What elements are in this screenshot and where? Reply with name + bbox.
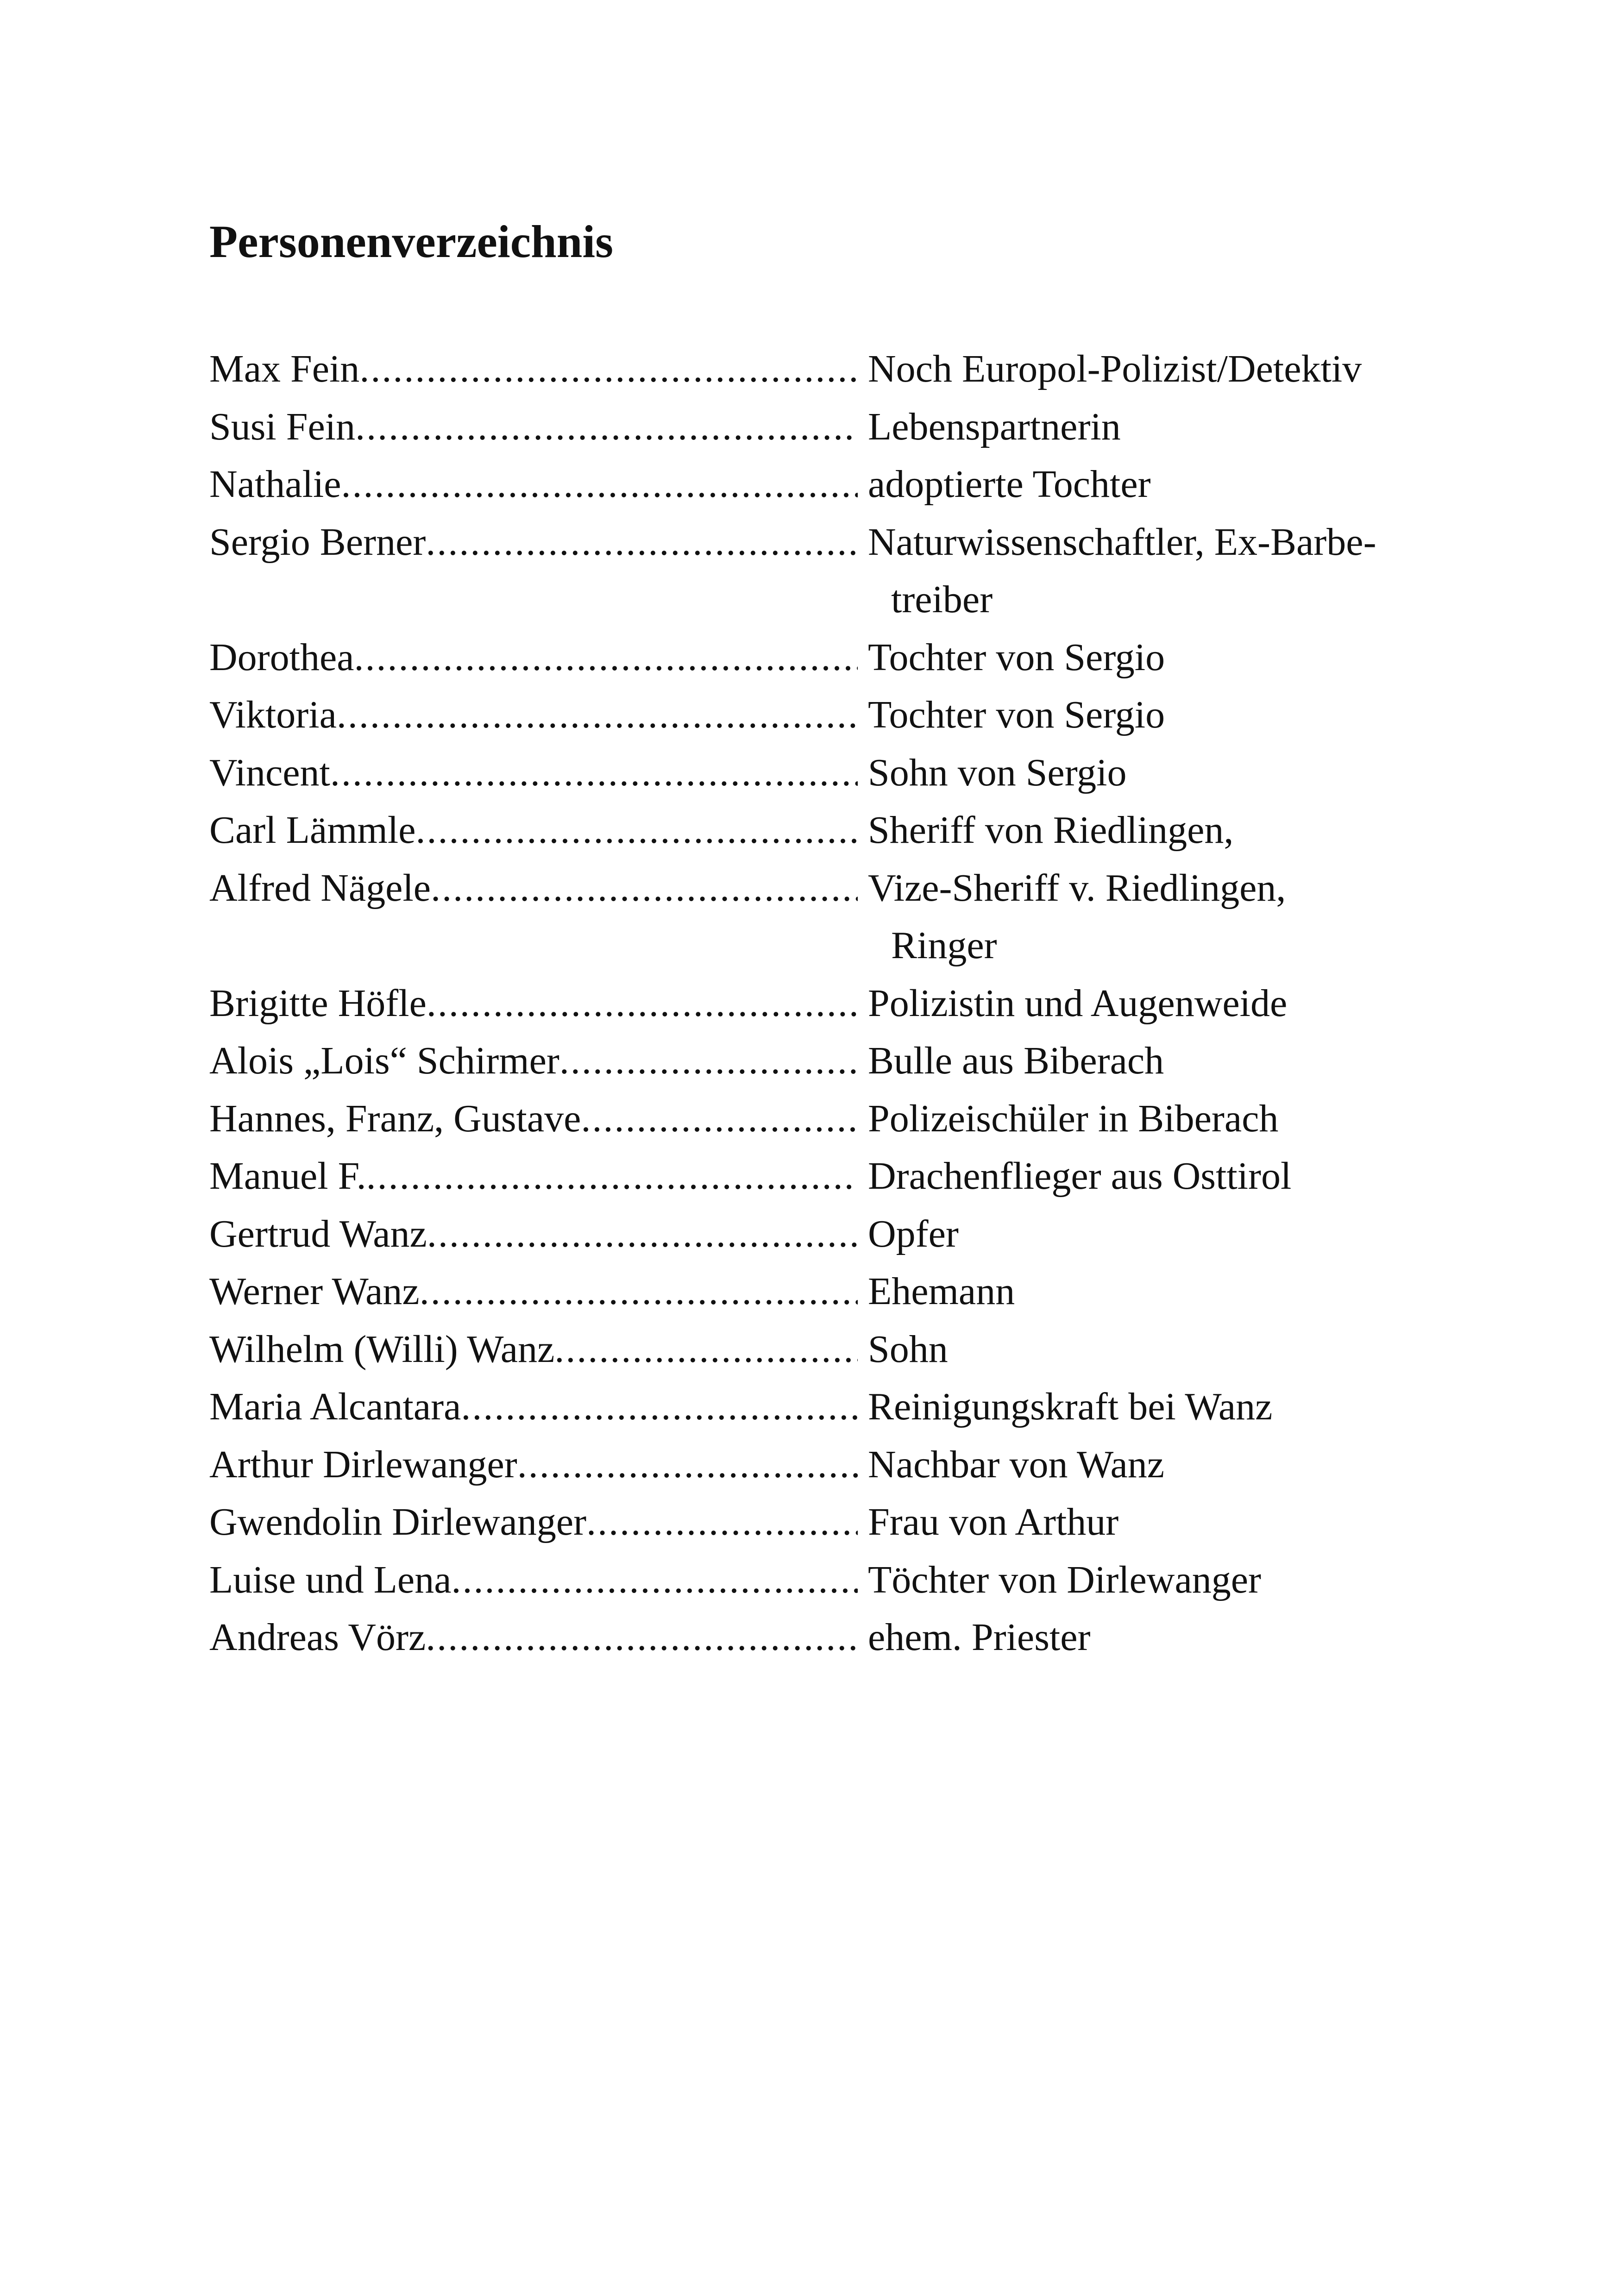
cast-name: Andreas Vörz	[209, 1616, 426, 1659]
dot-leader	[581, 1090, 858, 1148]
cast-role-continuation: treiber	[891, 578, 993, 621]
cast-role: Drachenflieger aus Osttirol	[868, 1154, 1292, 1198]
dot-leader	[341, 456, 858, 514]
cast-entry	[209, 1609, 1460, 1667]
cast-list	[209, 340, 1460, 1667]
cast-role: Töchter von Dirlewanger	[868, 1558, 1261, 1601]
cast-role: Polizistin und Augenweide	[868, 981, 1288, 1025]
cast-role: Vize-Sheriff v. Riedlingen,	[868, 866, 1286, 910]
cast-name: Brigitte Höfle	[209, 981, 427, 1025]
cast-name: Viktoria	[209, 693, 337, 736]
cast-role: Ehemann	[868, 1270, 1015, 1313]
cast-role: Frau von Arthur	[868, 1500, 1119, 1543]
cast-name: Gwendolin Dirlewanger	[209, 1500, 587, 1543]
dot-leader	[359, 340, 858, 398]
cast-entry	[209, 1263, 1460, 1321]
cast-role: Naturwissenschaftler, Ex-Barbe-	[868, 520, 1376, 564]
cast-name: Max Fein	[209, 347, 360, 390]
cast-role: adoptierte Tochter	[868, 463, 1151, 506]
cast-entry	[209, 1148, 1460, 1205]
cast-entry	[209, 456, 1460, 514]
cast-name: Arthur Dirlewanger	[209, 1443, 517, 1486]
cast-name: Susi Fein	[209, 405, 356, 448]
dot-leader	[416, 802, 858, 859]
dot-leader	[586, 1493, 858, 1551]
cast-role: Lebenspartnerin	[868, 405, 1121, 448]
cast-name: Sergio Berner	[209, 520, 426, 564]
dot-leader	[354, 629, 858, 687]
cast-name: Hannes, Franz, Gustave	[209, 1097, 581, 1140]
cast-entry	[209, 1551, 1460, 1609]
cast-role-continuation: Ringer	[891, 924, 997, 967]
dot-leader	[427, 1205, 858, 1263]
cast-entry	[209, 340, 1460, 398]
cast-entry	[209, 398, 1460, 456]
dot-leader	[559, 1032, 858, 1090]
cast-name: Gertrud Wanz	[209, 1212, 427, 1255]
cast-role: Tochter von Sergio	[868, 635, 1165, 679]
dot-leader	[517, 1436, 858, 1494]
cast-role: Sohn	[868, 1327, 948, 1371]
cast-role: Opfer	[868, 1212, 959, 1255]
cast-name: Nathalie	[209, 463, 341, 506]
dot-leader	[431, 859, 858, 917]
cast-entry	[209, 975, 1460, 1033]
dot-leader	[554, 1321, 858, 1379]
cast-role: ehem. Priester	[868, 1616, 1091, 1659]
cast-entry	[209, 514, 1460, 629]
cast-name: Maria Alcantara	[209, 1385, 461, 1428]
dot-leader	[337, 686, 858, 744]
cast-role: Bulle aus Biberach	[868, 1039, 1164, 1082]
cast-role: Polizeischüler in Biberach	[868, 1097, 1279, 1140]
cast-role: Sohn von Sergio	[868, 751, 1127, 794]
dot-leader	[426, 514, 858, 571]
dot-leader	[426, 1609, 858, 1667]
cast-entry	[209, 744, 1460, 802]
cast-entry	[209, 1032, 1460, 1090]
dot-leader	[427, 975, 858, 1033]
cast-name: Manuel F.	[209, 1154, 366, 1198]
cast-entry	[209, 1090, 1460, 1148]
cast-role: Nachbar von Wanz	[868, 1443, 1165, 1486]
cast-role: Reinigungskraft bei Wanz	[868, 1385, 1273, 1428]
cast-name: Werner Wanz	[209, 1270, 420, 1313]
cast-entry	[209, 1321, 1460, 1379]
cast-entry	[209, 1205, 1460, 1263]
cast-name: Alois „Lois“ Schirmer	[209, 1039, 559, 1082]
dot-leader	[366, 1148, 858, 1205]
cast-name: Alfred Nägele	[209, 866, 431, 910]
cast-entry	[209, 629, 1460, 687]
cast-name: Dorothea	[209, 635, 354, 679]
dot-leader	[355, 398, 858, 456]
cast-entry	[209, 1378, 1460, 1436]
dot-leader	[452, 1551, 858, 1609]
cast-entry	[209, 859, 1460, 975]
page-title: Personenverzeichnis	[209, 216, 614, 267]
cast-role: Tochter von Sergio	[868, 693, 1165, 736]
dot-leader	[330, 744, 858, 802]
cast-name: Luise und Lena	[209, 1558, 452, 1601]
cast-name: Wilhelm (Willi) Wanz	[209, 1327, 555, 1371]
cast-entry	[209, 1493, 1460, 1551]
cast-entry	[209, 802, 1460, 859]
cast-role: Sheriff von Riedlingen,	[868, 809, 1234, 852]
cast-name: Carl Lämmle	[209, 809, 416, 852]
cast-entry	[209, 686, 1460, 744]
cast-entry	[209, 1436, 1460, 1494]
cast-role: Noch Europol-Polizist/Detektiv	[868, 347, 1362, 390]
dot-leader	[461, 1378, 858, 1436]
dot-leader	[420, 1263, 858, 1321]
cast-name: Vincent	[209, 751, 330, 794]
